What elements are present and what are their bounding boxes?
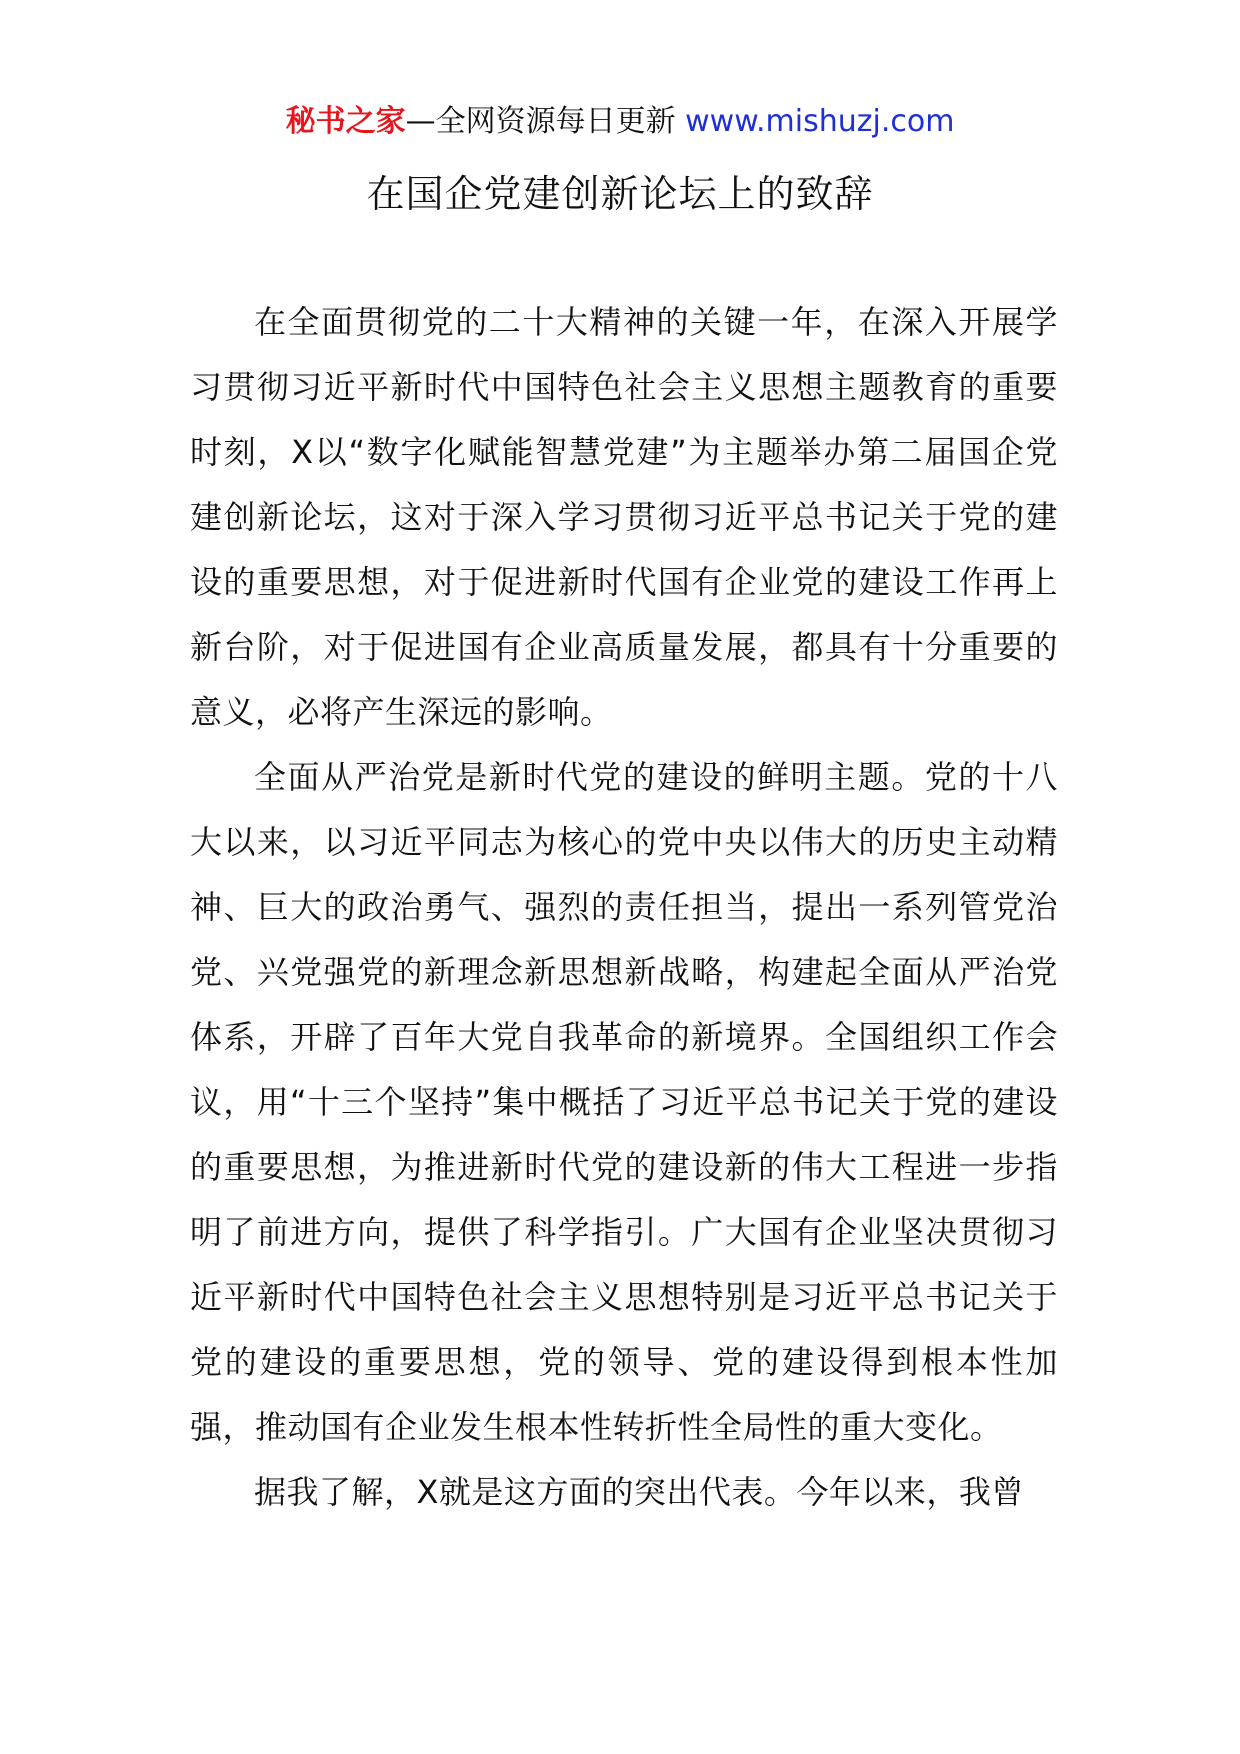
site-url[interactable]: www.mishuzj.com xyxy=(685,104,955,139)
document-title: 在国企党建创新论坛上的致辞 xyxy=(366,172,874,216)
site-header xyxy=(0,100,1240,144)
brand-name: 秘书之家 xyxy=(285,104,406,139)
paragraph: 在全面贯彻党的二十大精神的关键一年，在深入开展学习贯彻习近平新时代中国特色社会主义思想主题教育的重要时刻，X以“数字化赋能智慧党建”为主题举办第二届国企党建创新论坛，这对于深入学习贯彻习近平总书记关于党的建设的重要思想，对于促进新时代国有企业党的建设工作再上新台阶，对于促进国有企业高质量发展，都具有十分重要的意义，必将产生深远的影响。 xyxy=(190,303,1058,731)
document-body xyxy=(190,290,1058,1525)
header-tagline: —全网资源每日更新 xyxy=(405,104,676,139)
paragraph: 全面从严治党是新时代党的建设的鲜明主题。党的十八大以来，以习近平同志为核心的党中央以伟大的历史主动精神、巨大的政治勇气、强烈的责任担当，提出一系列管党治党、兴党强党的新理念新思想新战略，构建起全面从严治党体系，开辟了百年大党自我革命的新境界。全国组织工作会议，用“十三个坚持”集中概括了习近平总书记关于党的建设的重要思想，为推进新时代党的建设新的伟大工程进一步指明了前进方向，提供了科学指引。广大国有企业坚决贯彻习近平新时代中国特色社会主义思想特别是习近平总书记关于党的建设的重要思想，党的领导、党的建设得到根本性加强，推动国有企业发生根本性转折性全局性的重大变化。 xyxy=(190,758,1058,1446)
paragraph: 据我了解，X就是这方面的突出代表。今年以来，我曾 xyxy=(254,1473,1024,1511)
